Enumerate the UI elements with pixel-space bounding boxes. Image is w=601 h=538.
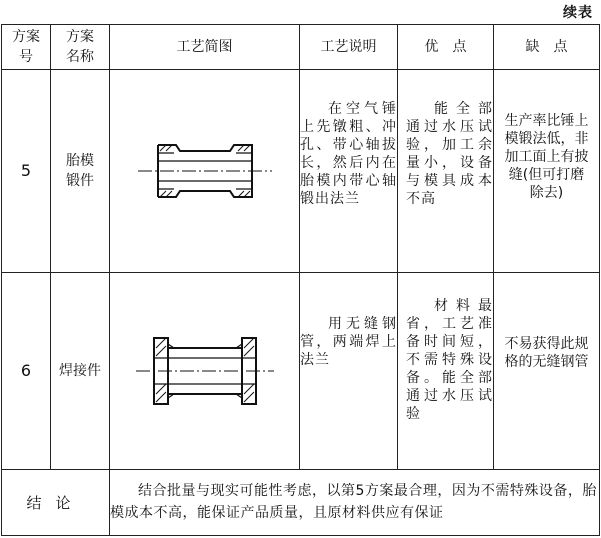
die-forging-sketch [130,131,280,211]
plan-no-cell: 6 [2,272,51,469]
header-plan-name-line1: 方案 [66,29,94,45]
header-sketch: 工艺简图 [110,25,300,70]
disadvantages-cell: 生产率比锤上模锻法低，非加工面上有披缝(但可打磨除去) [494,70,600,273]
plan-name-line1: 焊接件 [59,362,101,379]
header-disadvantages: 缺 点 [494,25,600,70]
sketch-cell [110,272,300,469]
conclusion-text: 结合批量与现实可能性考虑，以第5方案最合理，因为不需特殊设备，胎模成本不高，能保证产品质量，且原材料供应有保证 [110,469,600,535]
process-comparison-table [1,24,600,536]
sketch-cell [110,70,300,273]
continued-label: 续表 [563,5,593,21]
plan-name-cell [51,70,110,273]
plan-no-cell: 5 [2,70,51,273]
conclusion-label: 结论 [2,469,110,535]
header-plan-no-line2: 号 [19,49,33,65]
disadvantages-cell: 不易获得此规格的无缝钢管 [494,272,600,469]
table-row [2,70,600,273]
plan-name-cell [51,272,110,469]
description-cell: 用无缝钢管，两端焊上法兰 [300,272,398,469]
header-description: 工艺说明 [300,25,398,70]
header-advantages: 优 点 [398,25,494,70]
header-plan-name-line2: 名称 [66,49,94,65]
advantages-cell: 材料最省，工艺准备时间短，不需特殊设备。能全部通过水压试验 [398,272,494,469]
welded-part-sketch [130,326,280,416]
header-plan-no-line1: 方案 [12,29,40,45]
header-plan-no [2,25,51,70]
conclusion-row [2,469,600,535]
header-row [2,25,600,70]
plan-name-line2: 锻件 [66,172,94,189]
plan-name-line1: 胎模 [66,152,94,169]
header-plan-name [51,25,110,70]
description-cell: 在空气锤上先镦粗、冲孔、带心轴拔长，然后内在胎模内带心轴锻出法兰 [300,70,398,273]
advantages-cell: 能全部通过水压试验，加工余量小，设备与模具成本不高 [398,70,494,273]
table-row [2,272,600,469]
